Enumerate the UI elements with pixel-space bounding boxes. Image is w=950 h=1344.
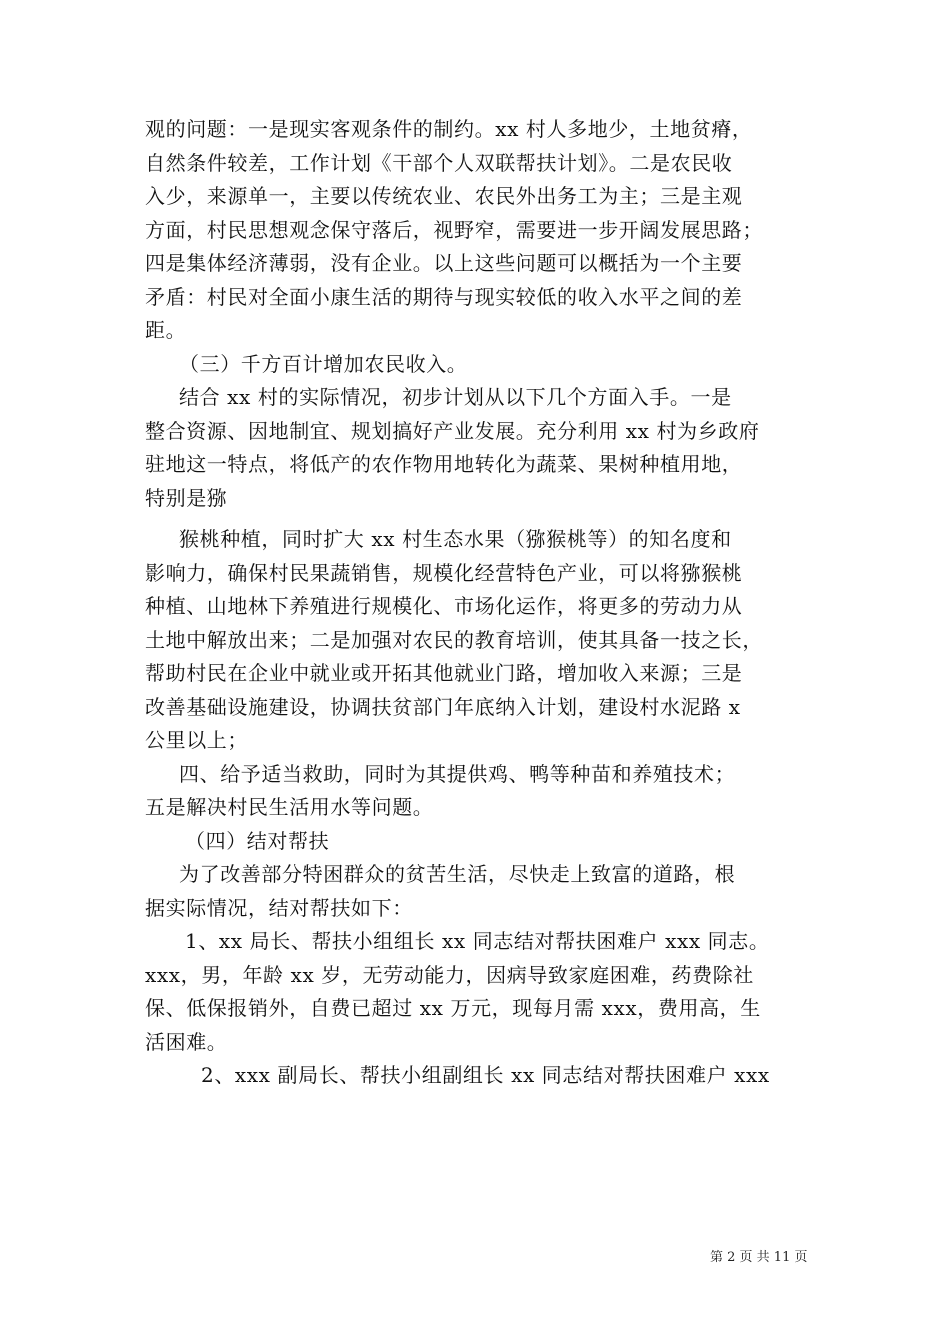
text-line: 1、xx 局长、帮扶小组组长 xx 同志结对帮扶困难户 xxx 同志。 <box>185 929 770 953</box>
text-line: 猴桃种植，同时扩大 xx 村生态水果（猕猴桃等）的知名度和 <box>179 527 732 551</box>
section-heading: （四）结对帮扶 <box>185 828 330 853</box>
document-body <box>145 113 815 1093</box>
section-heading: （三）千方百计增加农民收入。 <box>179 351 468 376</box>
text-line: 公里以上； <box>145 728 248 752</box>
text-line: 帮助村民在企业中就业或开拓其他就业门路，增加收入来源；三是 <box>145 661 743 685</box>
text-line: 观的问题：一是现实客观条件的制约。xx 村人多地少，土地贫瘠， <box>145 117 753 141</box>
text-line: 改善基础设施建设，协调扶贫部门年底纳入计划，建设村水泥路 x <box>145 694 741 719</box>
text-line: 为了改善部分特困群众的贫苦生活，尽快走上致富的道路，根 <box>179 862 736 886</box>
text-line: 保、低保报销外，自费已超过 xx 万元，现每月需 xxx，费用高，生 <box>145 996 761 1020</box>
text-line: 整合资源、因地制宜、规划搞好产业发展。充分利用 xx 村为乡政府 <box>145 418 760 443</box>
text-line: 矛盾：村民对全面小康生活的期待与现实较低的收入水平之间的差 <box>145 284 743 309</box>
text-line: 方面，村民思想观念保守落后，视野窄，需要进一步开阔发展思路； <box>145 217 763 242</box>
text-line: 影响力，确保村民果蔬销售，规模化经营特色产业，可以将猕猴桃 <box>145 560 743 585</box>
text-line: xxx，男，年龄 xx 岁，无劳动能力，因病导致家庭困难，药费除社 <box>145 962 754 987</box>
text-line: 特别是猕 <box>145 485 228 510</box>
text-line: 活困难。 <box>145 1029 228 1054</box>
text-line: 据实际情况，结对帮扶如下： <box>145 895 413 920</box>
text-line: 四、给予适当救助，同时为其提供鸡、鸭等种苗和养殖技术； <box>179 761 736 786</box>
text-line: 自然条件较差，工作计划《干部个人双联帮扶计划》。二是农民收 <box>145 150 733 175</box>
text-line: 四是集体经济薄弱，没有企业。以上这些问题可以概括为一个主要 <box>145 251 743 275</box>
text-line: 五是解决村民生活用水等问题。 <box>145 795 434 819</box>
text-line: 土地中解放出来；二是加强对农民的教育培训，使其具备一技之长， <box>145 627 763 652</box>
text-line: 结合 xx 村的实际情况，初步计划从以下几个方面入手。一是 <box>179 385 732 409</box>
text-line: 种植、山地林下养殖进行规模化、市场化运作，将更多的劳动力从 <box>145 594 743 618</box>
page-number: 第 2 页 共 11 页 <box>710 1250 808 1265</box>
text-line: 入少，来源单一，主要以传统农业、农民外出务工为主；三是主观 <box>145 184 743 208</box>
text-line: 距。 <box>145 318 187 342</box>
text-line: 2、xxx 副局长、帮扶小组副组长 xx 同志结对帮扶困难户 xxx <box>201 1063 770 1087</box>
text-line: 驻地这一特点，将低产的农作物用地转化为蔬菜、果树种植用地， <box>145 452 743 476</box>
